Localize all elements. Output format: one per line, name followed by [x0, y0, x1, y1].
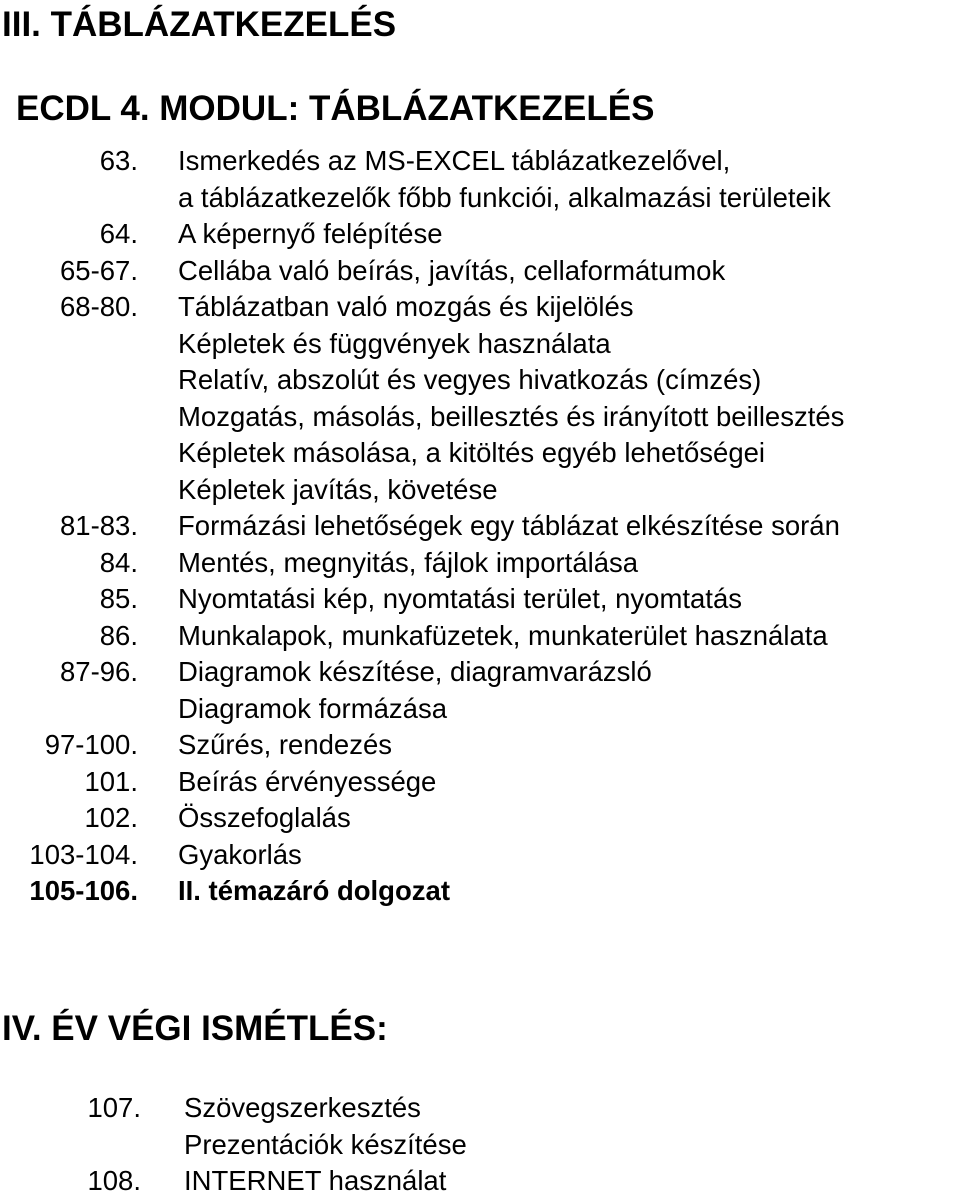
lesson-entry	[0, 618, 960, 655]
lesson-topic: Prezentációk készítése	[184, 1128, 467, 1160]
lesson-topic: Táblázatban való mozgás és kijelölés	[178, 291, 634, 322]
lesson-entry	[0, 581, 960, 618]
lesson-topic: Formázási lehetőségek egy táblázat elkészítése során	[178, 510, 840, 541]
lesson-number: 101.	[84, 765, 138, 797]
section-title: III. TÁBLÁZATKEZELÉS	[2, 5, 397, 44]
review-lesson-list	[0, 1090, 960, 1200]
review-section-title: IV. ÉV VÉGI ISMÉTLÉS:	[2, 1009, 388, 1048]
lesson-number: 63.	[99, 145, 138, 176]
lesson-topic: INTERNET használat	[184, 1165, 447, 1196]
lesson-number: 81-83.	[60, 510, 138, 541]
lesson-topic: Cellába való beírás, javítás, cellaformátumok	[178, 254, 726, 286]
module-title: ECDL 4. MODUL: TÁBLÁZATKEZELÉS	[16, 89, 655, 128]
lesson-entry	[0, 289, 960, 508]
lesson-entry	[0, 508, 960, 545]
lesson-number: 65-67.	[60, 254, 138, 286]
lesson-topic: Összefoglalás	[178, 802, 351, 833]
lesson-number: 85.	[99, 583, 138, 614]
lesson-entry	[0, 654, 960, 727]
lesson-number: 103-104.	[29, 838, 138, 870]
exam-entry	[0, 873, 960, 910]
module-lesson-list	[0, 143, 960, 910]
lesson-topic: Diagramok formázása	[178, 692, 447, 724]
lesson-number: 86.	[99, 619, 138, 651]
lesson-number: 102.	[84, 802, 138, 833]
lesson-topic: Relatív, abszolút és vegyes hivatkozás (címzés)	[178, 364, 762, 395]
lesson-number: 97-100.	[44, 729, 138, 760]
lesson-topic: Mentés, megnyitás, fájlok importálása	[178, 546, 639, 578]
lesson-entry	[0, 545, 960, 582]
lesson-topic: II. témazáró dolgozat	[178, 875, 450, 906]
lesson-number: 64.	[99, 218, 138, 249]
lesson-number: 87-96.	[60, 656, 138, 687]
lesson-topic: Szövegszerkesztés	[184, 1092, 421, 1123]
lesson-entry	[0, 727, 960, 764]
lesson-entry	[0, 837, 960, 874]
lesson-topic: Képletek másolása, a kitöltés egyéb lehetőségei	[178, 437, 766, 468]
lesson-topic: A képernyő felépítése	[178, 218, 443, 249]
lesson-number: 108.	[87, 1165, 141, 1196]
lesson-number: 68-80.	[60, 291, 138, 322]
lesson-topic: Ismerkedés az MS-EXCEL táblázatkezelővel,	[178, 145, 731, 176]
lesson-topic: Nyomtatási kép, nyomtatási terület, nyomtatás	[178, 583, 742, 614]
lesson-number: 105-106.	[29, 875, 138, 906]
lesson-topic: Szűrés, rendezés	[178, 729, 392, 760]
lesson-topic: Képletek és függvények használata	[178, 327, 611, 359]
lesson-number: 107.	[87, 1092, 141, 1123]
lesson-entry	[0, 764, 960, 801]
lesson-number: 84.	[99, 546, 138, 578]
lesson-entry	[0, 253, 960, 290]
lesson-entry	[0, 143, 960, 216]
lesson-entry	[0, 216, 960, 253]
lesson-entry	[0, 1090, 960, 1163]
lesson-topic: Diagramok készítése, diagramvarázsló	[178, 656, 652, 687]
lesson-topic: Munkalapok, munkafüzetek, munkaterület használata	[178, 619, 828, 651]
lesson-topic: Képletek javítás, követése	[178, 473, 498, 505]
lesson-topic: a táblázatkezelők főbb funkciói, alkalmazási területeik	[178, 181, 831, 213]
lesson-entry	[0, 1163, 960, 1200]
lesson-topic: Gyakorlás	[178, 838, 302, 870]
lesson-entry	[0, 800, 960, 837]
lesson-topic: Beírás érvényessége	[178, 765, 437, 797]
lesson-topic: Mozgatás, másolás, beillesztés és irányított beillesztés	[178, 400, 845, 432]
